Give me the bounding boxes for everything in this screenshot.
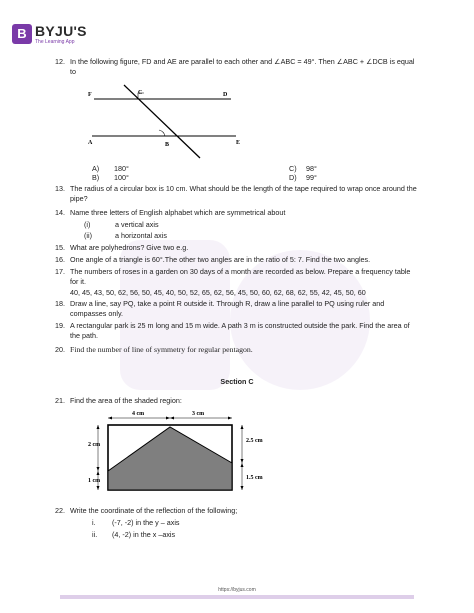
question-18: 18. Draw a line, say PQ, take a point R outside it. Through R, draw a line parallel to PQ using ruler and compasses only. xyxy=(55,299,385,318)
footer-bar xyxy=(60,595,414,599)
option-a-value: 180° xyxy=(114,164,129,173)
label-B: B xyxy=(165,142,170,148)
option-d-value: 99° xyxy=(306,173,317,182)
label-4cm: 4 cm xyxy=(132,411,145,417)
q22-sub-i-text: (-7, -2) in the y – axis xyxy=(112,518,180,527)
logo-mark: B xyxy=(12,24,32,44)
label-2-5cm: 2.5 cm xyxy=(246,438,263,444)
option-b-label: B) xyxy=(92,173,100,182)
label-F: F xyxy=(88,92,92,98)
question-17-data: 40, 45, 43, 50, 62, 56, 50, 45, 40, 50, 52, 65, 62, 56, 45, 50, 60, 62, 68, 62, 55, 42, 45, 50, 60 xyxy=(70,288,366,297)
question-17: 17. The numbers of roses in a garden on 30 days of a month are recorded as below. Prepare a frequency table for it. xyxy=(55,267,411,286)
q14-sub-i-text: a vertical axis xyxy=(115,220,159,229)
label-E: E xyxy=(236,140,241,146)
figure-shaded-region xyxy=(86,406,276,502)
option-c-label: C) xyxy=(289,164,297,173)
q22-sub-ii-label: ii. xyxy=(92,530,98,539)
logo-tagline: The Learning App xyxy=(35,39,75,45)
question-16: 16. One angle of a triangle is 60°.The other two angles are in the ratio of 5: 7. Find the two angles. xyxy=(55,255,371,264)
option-a-label: A) xyxy=(92,164,100,173)
question-12: 12. In the following figure, FD and AE are parallel to each other and ∠ABC = 49°. Then ∠ABC + ∠DCB is equal to xyxy=(55,57,415,76)
label-1cm: 1 cm xyxy=(88,478,101,484)
label-2cm: 2 cm xyxy=(88,442,101,448)
question-13: 13. The radius of a circular box is 10 cm. What should be the length of the tape required to wrap once around the pipe? xyxy=(55,184,417,203)
question-21: 21. Find the area of the shaded region: xyxy=(55,396,182,405)
option-b-value: 100° xyxy=(114,173,129,182)
label-D: D xyxy=(223,92,228,98)
q22-sub-i-label: i. xyxy=(92,518,96,527)
section-c-heading: Section C xyxy=(220,377,254,386)
figure-parallel-lines xyxy=(86,82,256,160)
label-3cm: 3 cm xyxy=(192,411,205,417)
logo-name: BYJU'S xyxy=(35,23,87,39)
option-d-label: D) xyxy=(289,173,297,182)
question-22: 22. Write the coordinate of the reflection of the following; xyxy=(55,506,238,515)
label-A: A xyxy=(88,140,93,146)
q14-sub-i-label: (i) xyxy=(84,220,91,229)
q14-sub-ii-text: a horizontal axis xyxy=(115,231,167,240)
question-19: 19. A rectangular park is 25 m long and 15 m wide. A path 3 m is constructed outside the park. Find the area of the path. xyxy=(55,321,410,340)
question-20: 20. Find the number of line of symmetry for regular pentagon. xyxy=(55,345,253,354)
question-14: 14. Name three letters of English alphabet which are symmetrical about xyxy=(55,208,286,217)
q22-sub-ii-text: (4, -2) in the x –axis xyxy=(112,530,176,539)
label-1-5cm: 1.5 cm xyxy=(246,475,263,481)
option-c-value: 98° xyxy=(306,164,317,173)
q14-sub-ii-label: (ii) xyxy=(84,231,92,240)
footer-link[interactable]: https://byjus.com xyxy=(218,587,256,593)
label-C: C xyxy=(138,90,143,96)
byjus-logo xyxy=(12,24,87,45)
question-15: 15. What are polyhedrons? Give two e.g. xyxy=(55,243,189,252)
